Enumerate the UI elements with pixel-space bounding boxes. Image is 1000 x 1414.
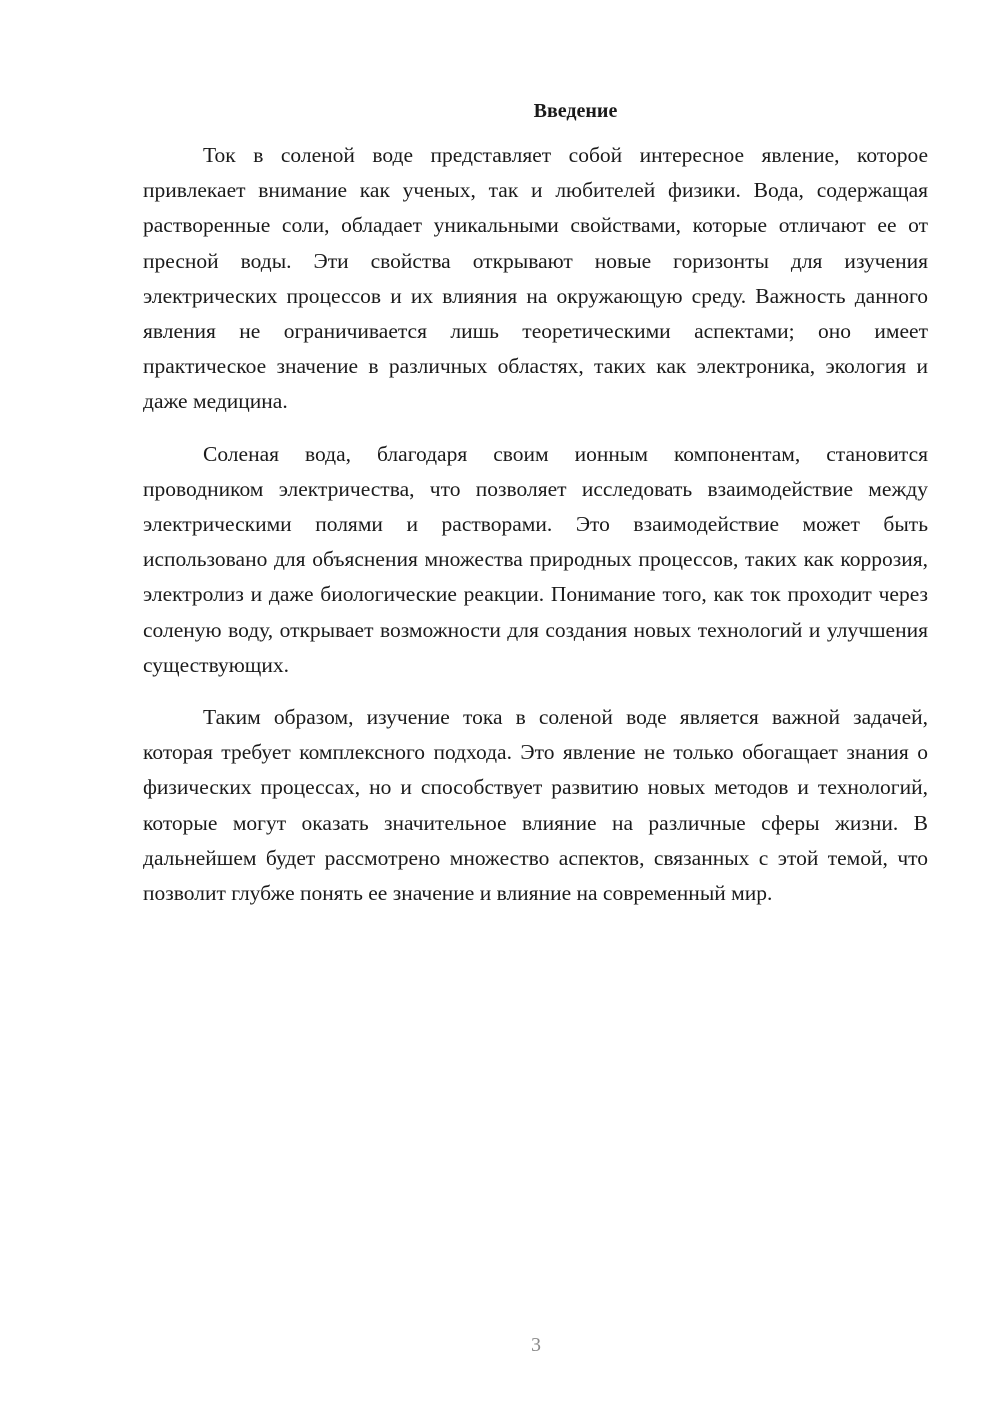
section-title: Введение bbox=[533, 100, 618, 122]
page-content bbox=[143, 98, 928, 928]
paragraph-3: Таким образом, изучение тока в соленой воде является важной задачей, которая требует комплексного подхода. Это явление не только обогащает знания о физических процессах, но и способствует развитию новых методов и технологий, которые могут оказать значительное влияние на различные сферы жизни. В дальнейшем будет рассмотрено множество аспектов, связанных с этой темой, что позволит глубже понять ее значение и влияние на современный мир. bbox=[143, 705, 928, 906]
paragraph-1: Ток в соленой воде представляет собой интересное явление, которое привлекает внимание как ученых, так и любителей физики. Вода, содержащая растворенные соли, обладает уникальными свойствами, которые отличают ее от пресной воды. Эти свойства открывают новые горизонты для изучения электрических процессов и их влияния на окружающую среду. Важность данного явления не ограничивается лишь теоретическими аспектами; оно имеет практическое значение в различных областях, таких как электроника, экология и даже медицина. bbox=[143, 143, 928, 414]
page-number: 3 bbox=[531, 1334, 541, 1356]
paragraph-2: Соленая вода, благодаря своим ионным компонентам, становится проводником электричества, что позволяет исследовать взаимодействие между электрическими полями и растворами. Это взаимодействие может быть использовано для объяснения множества природных процессов, таких как коррозия, электролиз и даже биологические реакции. Понимание того, как ток проходит через соленую воду, открывает возможности для создания новых технологий и улучшения существующих. bbox=[143, 441, 928, 677]
